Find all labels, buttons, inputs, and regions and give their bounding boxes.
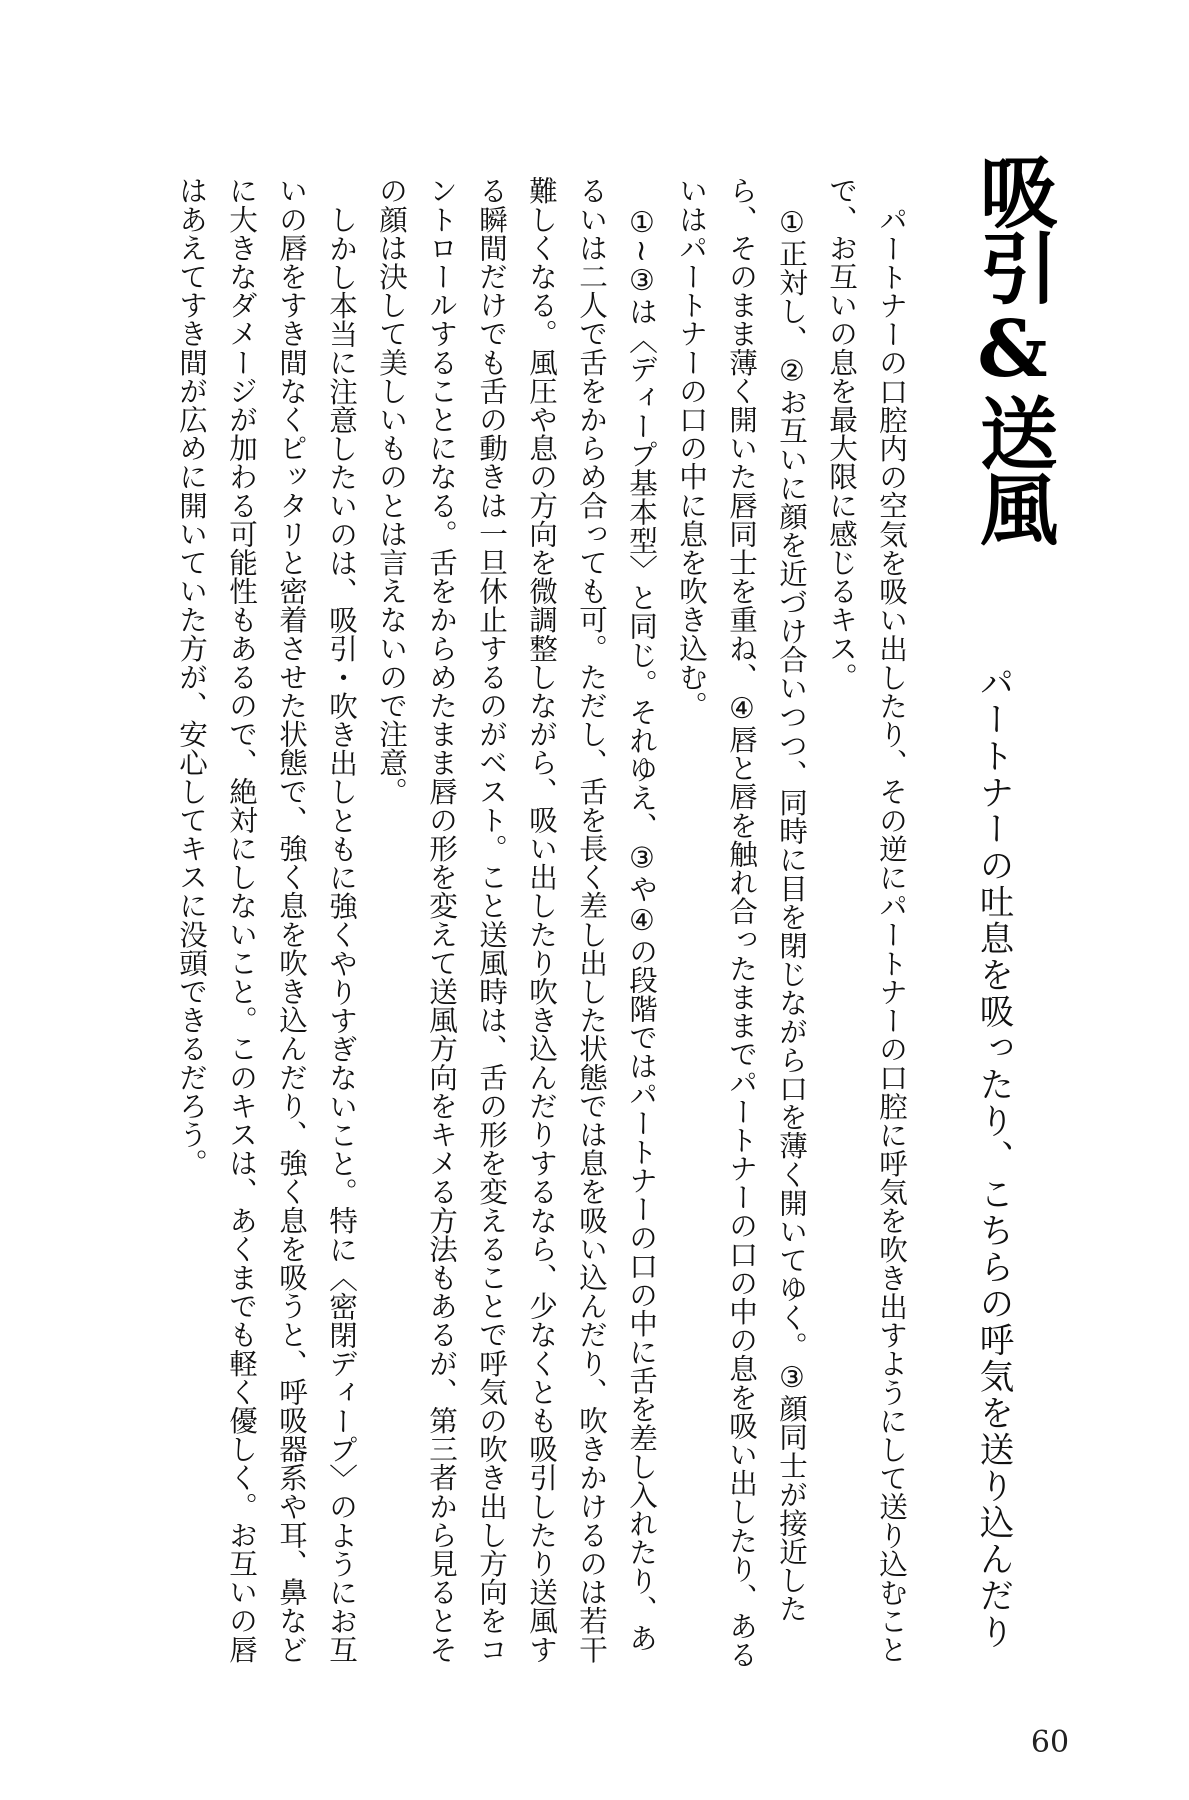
paragraph: ①~③は〈ディープ基本型〉と同じ。それゆえ、③や④の段階ではパートナーの口の中に舌を差し入れたり、あるいは二人で舌をからめ合っても可。ただし、舌を長く差し出した状態では息を吸い込んだり、吹きかけるのは若干難しくなる。風圧や息の方向を微調整しながら、吸い出したり吹き込んだりするなら、少なくとも吸引したり送風する瞬間だけでも舌の動きは一旦休止するのがベスト。こと送風時は、舌の形を変えることで呼気の吹き出し方向をコントロールすることになる。舌をからめたまま唇の形を変えて送風方向をキメる方法もあるが、第三者から見るとその顔は決して美しいものとは言えないので注意。 (375, 176, 659, 1664)
body-text (132, 176, 917, 1676)
paragraph: パートナーの口腔内の空気を吸い出したり、その逆にパートナーの口腔に呼気を吹き出すようにして送り込むことで、お互いの息を最大限に感じるキス。 (825, 176, 909, 1664)
page-number: 60 (1030, 1725, 1070, 1760)
page-title: 吸引&送風 (967, 152, 1058, 545)
page-subtitle: パートナーの吐息を吸ったり、こちらの呼気を送り込んだり (973, 665, 1013, 1651)
paragraph: しかし本当に注意したいのは、吸引・吹き出しともに強くやりすぎないこと。特に〈密閉ディープ〉のようにお互いの唇をすき間なくピッタリと密着させた状態で、強く息を吹き込んだり、強く息を吸うと、呼吸器系や耳、鼻などに大きなダメージが加わる可能性もあるので、絶対にしないこと。このキスは、あくまでも軽く優しく。お互いの唇はあえてすき間が広めに開いていた方が、安心してキスに没頭できるだろう。 (175, 176, 359, 1664)
paragraph: ①正対し、②お互いに顔を近づけ合いつつ、同時に目を閉じながら口を薄く開いてゆく。③顔同士が接近したら、そのまま薄く開いた唇同士を重ね、④唇と唇を触れ合ったままでパートナーの口の中の息を吸い出したり、あるいはパートナーの口の中に息を吹き込む。 (675, 176, 809, 1669)
